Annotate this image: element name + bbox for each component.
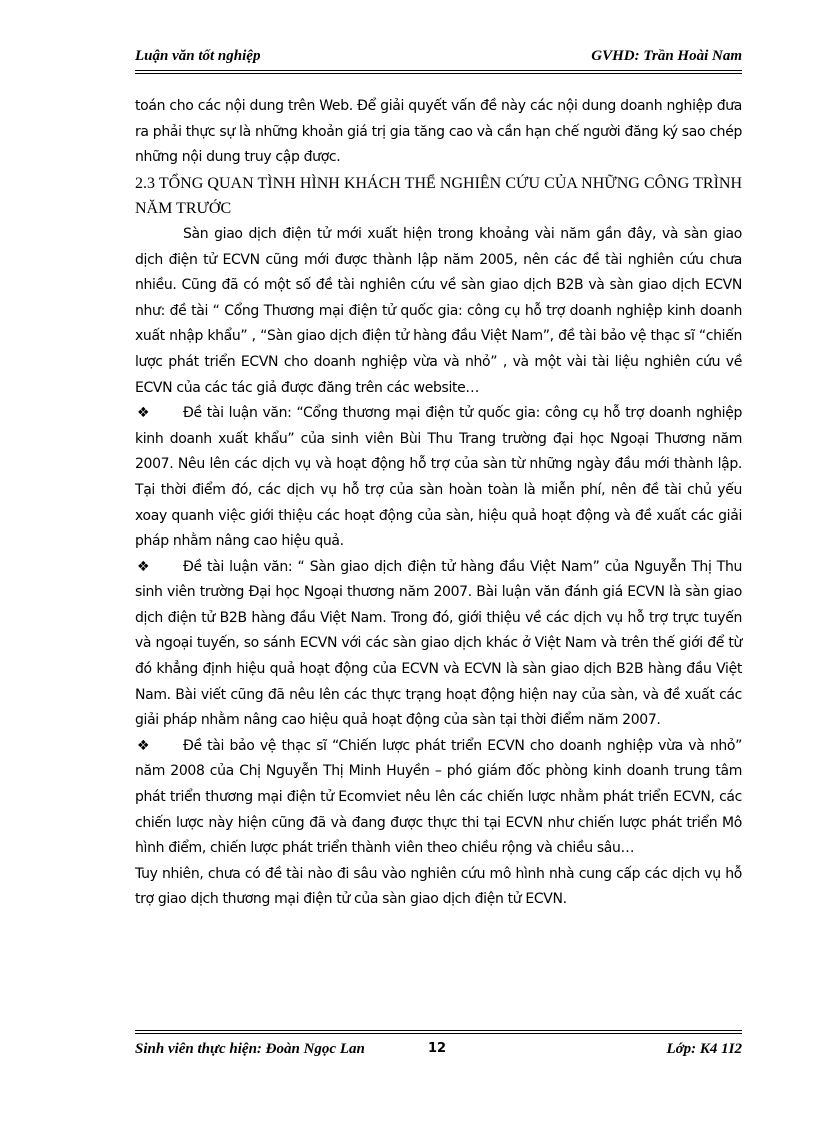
bullet-text: Đề tài luận văn: “ Sàn giao dịch điện tử hàng đầu Việt Nam” của Nguyễn Thị Thu sinh viên trường Đại học Ngoại thương năm 2007. Bài luận văn đánh giá ECVN là sàn giao dịch điện tử B2B hàng đầu Việt Nam. Trong đó, giới thiệu về các dịch vụ hỗ trợ trực tuyến và ngoại tuyến, so sánh ECVN với các sàn giao dịch khác ở Việt Nam và trên thế giới để từ đó khẳng định hiệu quả hoạt động của ECVN và ECVN là sàn giao dịch B2B hàng đầu Việt Nam. Bài viết cũng đã nêu lên các thực trạng hoạt động hiện nay của sàn, và đề xuất các giải pháp nhằm nâng cao hiệu quả hoạt động của sàn tại thời điểm năm 2007. xyxy=(135,558,742,729)
diamond-bullet-icon: ❖ xyxy=(137,405,150,422)
paragraph: toán cho các nội dung trên Web. Để giải quyết vấn đề này các nội dung doanh nghiệp đưa ra phải thực sự là những khoản giá trị gia tăng cao và cần hạn chế người đăng ký sao chép những nội dung truy cập được. xyxy=(135,98,742,166)
paragraph: Sàn giao dịch điện tử mới xuất hiện trong khoảng vài năm gần đây, và sàn giao dịch điện tử ECVN cũng mới được thành lập năm 2005, nên các đề tài nghiên cứu chưa nhiều. Cũng đã có một số đề tài nghiên cứu về sàn giao dịch B2B và sàn giao dịch ECVN như: đề tài “ Cổng Thương mại điện tử quốc gia: công cụ hỗ trợ doanh nghiệp kinh doanh xuất nhập khẩu” , “Sàn giao dịch điện tử hàng đầu Việt Nam”, đề tài bảo vệ thạc sĩ “chiến lược phát triển ECVN cho doanh nghiệp vừa và nhỏ” , và một vài tài liệu nghiên cứu về ECVN của các tác giả được đăng trên các website… xyxy=(135,225,742,396)
bullet-text: Đề tài bảo vệ thạc sĩ “Chiến lược phát triển ECVN cho doanh nghiệp vừa và nhỏ” năm 2008 của Chị Nguyễn Thị Minh Huyền – phó giám đốc phòng kinh doanh trung tâm phát triển thương mại điện tử Ecomviet nêu lên các chiến lược nhằm phát triển ECVN, các chiến lược này hiện cũng đã và đang được thực thi tại ECVN như chiến lược phát triển Mô hình điểm, chiến lược phát triển thành viên theo chiều rộng và chiều sâu… xyxy=(135,737,742,857)
diamond-bullet-icon: ❖ xyxy=(137,558,150,575)
footer-student: Sinh viên thực hiện: Đoàn Ngọc Lan xyxy=(135,1041,365,1057)
page-body xyxy=(135,94,742,913)
bullet-text: Đề tài luận văn: “Cổng thương mại điện tử quốc gia: công cụ hỗ trợ doanh nghiệp kinh doanh xuất khẩu” của sinh viên Bùi Thu Trang trường đại học Ngoại Thương năm 2007. Nêu lên các dịch vụ và hoạt động hỗ trợ của sàn từ những ngày đầu mới thành lập. Tại thời điểm đó, các dịch vụ hỗ trợ của sàn hoàn toàn là miễn phí, nên đề tài chủ yếu xoay quanh việc giới thiệu các hoạt động của sàn, hiệu quả hoạt động và đề xuất các giải pháp nhằm nâng cao hiệu quả. xyxy=(135,405,742,550)
bullet-item xyxy=(135,401,742,555)
page-header xyxy=(135,48,742,70)
bullet-item xyxy=(135,555,742,734)
header-advisor: GVHD: Trần Hoài Nam xyxy=(591,48,742,64)
footer-rule-thin xyxy=(135,1030,742,1031)
footer-rule xyxy=(135,1033,742,1034)
section-heading: 2.3 TỔNG QUAN TÌNH HÌNH KHÁCH THỂ NGHIÊN CỨU CỦA NHỮNG CÔNG TRÌNH NĂM TRƯỚC xyxy=(135,174,742,218)
header-rule-thin xyxy=(135,73,742,74)
header-rule xyxy=(135,70,742,71)
footer-class: Lớp: K4 1I2 xyxy=(666,1041,742,1057)
bullet-item xyxy=(135,734,742,862)
page-number: 12 xyxy=(428,1041,447,1056)
header-thesis-title: Luận văn tốt nghiệp xyxy=(135,48,261,64)
paragraph: Tuy nhiên, chưa có đề tài nào đi sâu vào nghiên cứu mô hình nhà cung cấp các dịch vụ hỗ trợ giao dịch thương mại điện tử của sàn giao dịch điện tử ECVN. xyxy=(135,865,742,908)
diamond-bullet-icon: ❖ xyxy=(137,737,150,754)
page-footer xyxy=(135,1041,742,1063)
